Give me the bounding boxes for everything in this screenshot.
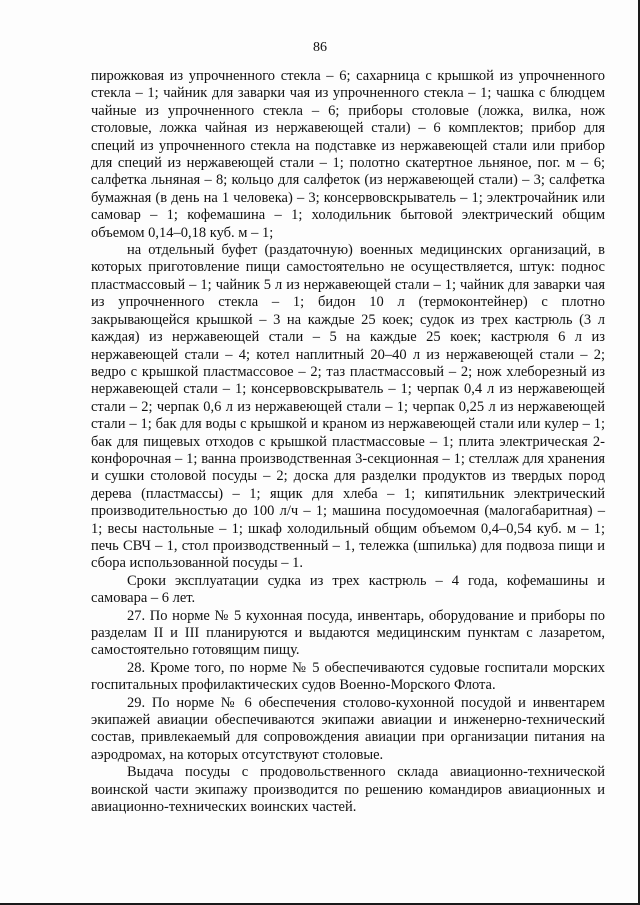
paragraph-clause-29: 29. По норме № 6 обеспечения столово-кухонной посудой и инвентарем экипажей авиации обеспечиваются экипажи авиации и инженерно-технический состав, привлекаемый для сопровождения авиации при организации питания на аэродромах, на которых отсутствуют столовые. [91,694,605,763]
page-number: 86 [313,40,327,55]
paragraph-continuation: пирожковая из упрочненного стекла – 6; сахарница с крышкой из упрочненного стекла – 1; чайник для заварки чая из упрочненного стекла – 1; чашка с блюдцем чайные из упрочненного стекла – 6; приборы столовые (ложка, вилка, нож столовые, ложка чайная из нержавеющей стали) – 6 комплектов; прибор для специй из упрочненного стекла на подставке из нержавеющей стали или прибор для специй из нержавеющей стали – 1; полотно скатертное льняное, пог. м – 6; салфетка льняная – 8; кольцо для салфеток (из нержавеющей стали) – 3; салфетка бумажная (в день на 1 человека) – 3; консервовскрыватель – 1; электрочайник или самовар – 1; кофемашина – 1; холодильник бытовой электрический общим объемом 0,14–0,18 куб. м – 1; [91,68,605,241]
paragraph-clause-28: 28. Кроме того, по норме № 5 обеспечиваются судовые госпитали морских госпитальных профилактических судов Военно-Морского Флота. [91,659,605,694]
paragraph-buffet-equipment: на отдельный буфет (раздаточную) военных медицинских организаций, в которых приготовление пищи самостоятельно не осуществляется, штук: поднос пластмассовый – 1; чайник 5 л из нержавеющей стали – 1; чайник для заварки чая из упрочненного стекла – 1; бидон 10 л (термоконтейнер) с плотно закрывающейся крышкой – 3 на каждые 25 коек; судок из трех кастрюль (3 л каждая) из нержавеющей стали – 5 на каждые 25 коек; кастрюля 6 л из нержавеющей стали – 4; котел наплитный 20–40 л из нержавеющей стали – 2; ведро с крышкой пластмассовое – 2; таз пластмассовый – 2; нож хлеборезный из нержавеющей стали – 1; консервовскрыватель – 1; черпак 0,4 л из нержавеющей стали – 2; черпак 0,6 л из нержавеющей стали – 1; черпак 0,25 л из нержавеющей стали – 1; бак для воды с крышкой и краном из нержавеющей стали или кулер – 1; бак для пищевых отходов с крышкой пластмассовые – 1; плита электрическая 2-конфорочная – 1; ванна производственная 3-секционная – 1; стеллаж для хранения и сушки столовой посуды – 2; доска для разделки продуктов из твердых пород дерева (пластмассы) – 1; ящик для хлеба – 1; кипятильник электрический производительностью до 100 л/ч – 1; машина посудомоечная (малогабаритная) – 1; весы настольные – 1; шкаф холодильный общим объемом 0,4–0,54 куб. м – 1; печь СВЧ – 1, стол производственный – 1, тележка (шпилька) для подвоза пищи и сбора использованной посуды – 1. [91,242,605,572]
body-text [91,68,605,816]
paragraph-issuance: Выдача посуды с продовольственного склада авиационно-технической воинской части экипажу производится по решению командиров авиационных и авиационно-технических воинских частей. [91,764,605,816]
paragraph-service-life: Сроки эксплуатации судка из трех кастрюль – 4 года, кофемашины и самовара – 6 лет. [91,572,605,607]
paragraph-clause-27: 27. По норме № 5 кухонная посуда, инвентарь, оборудование и приборы по разделам II и III планируются и выдаются медицинским пунктам с лазаретом, самостоятельно готовящим пищу. [91,607,605,659]
